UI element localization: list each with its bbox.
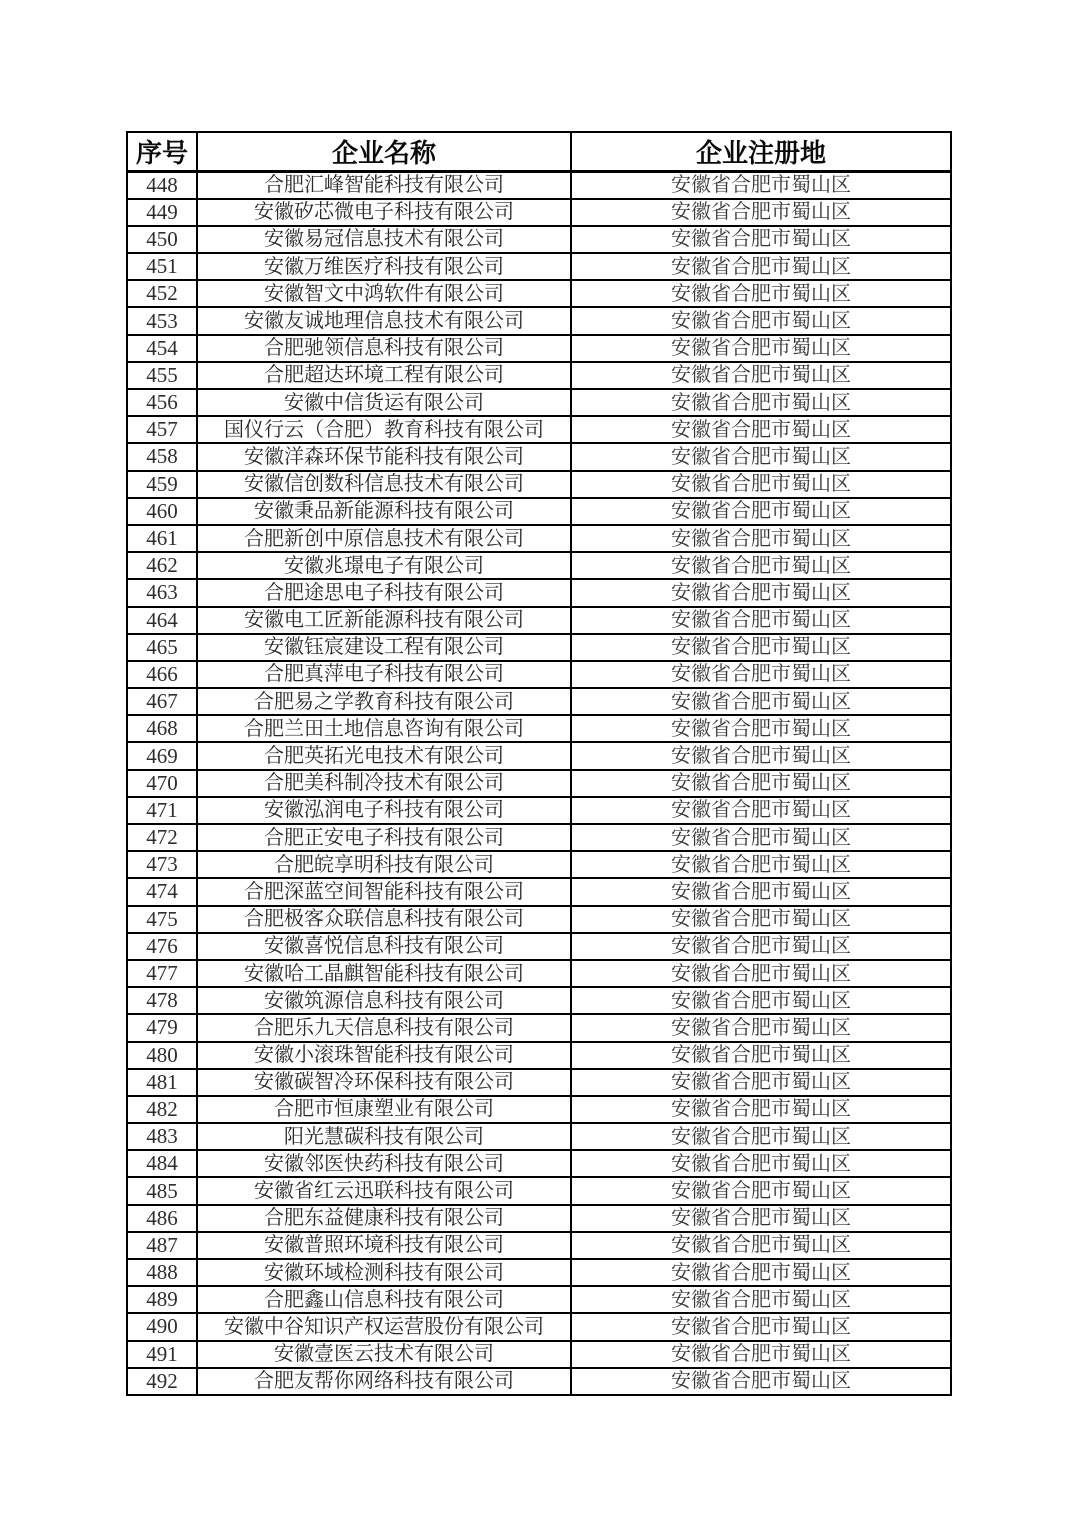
cell-serial-number: 455	[127, 362, 197, 389]
cell-serial-number: 471	[127, 797, 197, 824]
cell-company-name: 安徽智文中鸿软件有限公司	[197, 280, 571, 307]
cell-serial-number: 464	[127, 607, 197, 634]
cell-registration-place: 安徽省合肥市蜀山区	[571, 253, 951, 280]
cell-company-name: 安徽哈工晶麒智能科技有限公司	[197, 960, 571, 987]
cell-serial-number: 450	[127, 226, 197, 253]
cell-company-name: 安徽易冠信息技术有限公司	[197, 226, 571, 253]
table-row	[127, 1368, 951, 1395]
cell-serial-number: 467	[127, 688, 197, 715]
cell-company-name: 安徽中信货运有限公司	[197, 389, 571, 416]
table-row	[127, 253, 951, 280]
cell-company-name: 安徽碳智冷环保科技有限公司	[197, 1069, 571, 1096]
table-row	[127, 525, 951, 552]
table-row	[127, 688, 951, 715]
table-row	[127, 471, 951, 498]
cell-company-name: 安徽钰宸建设工程有限公司	[197, 634, 571, 661]
table-row	[127, 307, 951, 334]
cell-registration-place: 安徽省合肥市蜀山区	[571, 661, 951, 688]
table-row	[127, 742, 951, 769]
cell-serial-number: 457	[127, 416, 197, 443]
column-header-company-name: 企业名称	[197, 132, 571, 172]
column-header-registration-place: 企业注册地	[571, 132, 951, 172]
cell-company-name: 合肥超达环境工程有限公司	[197, 362, 571, 389]
cell-registration-place: 安徽省合肥市蜀山区	[571, 1341, 951, 1368]
company-registry-table	[126, 131, 952, 1396]
table-row	[127, 824, 951, 851]
cell-registration-place: 安徽省合肥市蜀山区	[571, 607, 951, 634]
table-row	[127, 960, 951, 987]
cell-serial-number: 477	[127, 960, 197, 987]
cell-serial-number: 479	[127, 1014, 197, 1041]
cell-registration-place: 安徽省合肥市蜀山区	[571, 280, 951, 307]
cell-registration-place: 安徽省合肥市蜀山区	[571, 1042, 951, 1069]
cell-serial-number: 487	[127, 1232, 197, 1259]
cell-registration-place: 安徽省合肥市蜀山区	[571, 172, 951, 199]
cell-company-name: 安徽中谷知识产权运营股份有限公司	[197, 1313, 571, 1340]
cell-registration-place: 安徽省合肥市蜀山区	[571, 226, 951, 253]
cell-serial-number: 476	[127, 933, 197, 960]
cell-company-name: 安徽喜悦信息科技有限公司	[197, 933, 571, 960]
column-header-serial-number: 序号	[127, 132, 197, 172]
cell-serial-number: 470	[127, 770, 197, 797]
cell-registration-place: 安徽省合肥市蜀山区	[571, 1368, 951, 1395]
table-row	[127, 770, 951, 797]
cell-registration-place: 安徽省合肥市蜀山区	[571, 906, 951, 933]
table-row	[127, 607, 951, 634]
cell-registration-place: 安徽省合肥市蜀山区	[571, 688, 951, 715]
cell-registration-place: 安徽省合肥市蜀山区	[571, 443, 951, 470]
cell-serial-number: 489	[127, 1286, 197, 1313]
table-row	[127, 579, 951, 606]
cell-serial-number: 453	[127, 307, 197, 334]
cell-serial-number: 484	[127, 1150, 197, 1177]
table-row	[127, 443, 951, 470]
table-row	[127, 797, 951, 824]
cell-company-name: 合肥鑫山信息科技有限公司	[197, 1286, 571, 1313]
table-row	[127, 661, 951, 688]
cell-serial-number: 478	[127, 987, 197, 1014]
table-row	[127, 1150, 951, 1177]
cell-serial-number: 452	[127, 280, 197, 307]
cell-registration-place: 安徽省合肥市蜀山区	[571, 199, 951, 226]
table-header	[127, 132, 951, 172]
header-row	[127, 132, 951, 172]
cell-registration-place: 安徽省合肥市蜀山区	[571, 362, 951, 389]
table-row	[127, 1014, 951, 1041]
cell-serial-number: 465	[127, 634, 197, 661]
table-row	[127, 199, 951, 226]
cell-company-name: 合肥汇峰智能科技有限公司	[197, 172, 571, 199]
cell-registration-place: 安徽省合肥市蜀山区	[571, 1313, 951, 1340]
table-row	[127, 416, 951, 443]
cell-registration-place: 安徽省合肥市蜀山区	[571, 307, 951, 334]
cell-company-name: 合肥真萍电子科技有限公司	[197, 661, 571, 688]
cell-company-name: 合肥乐九天信息科技有限公司	[197, 1014, 571, 1041]
table-row	[127, 172, 951, 199]
cell-registration-place: 安徽省合肥市蜀山区	[571, 579, 951, 606]
cell-company-name: 合肥兰田土地信息咨询有限公司	[197, 715, 571, 742]
cell-company-name: 合肥深蓝空间智能科技有限公司	[197, 878, 571, 905]
cell-registration-place: 安徽省合肥市蜀山区	[571, 471, 951, 498]
table-row	[127, 1313, 951, 1340]
table-row	[127, 1096, 951, 1123]
cell-serial-number: 460	[127, 498, 197, 525]
table-row	[127, 1232, 951, 1259]
cell-serial-number: 463	[127, 579, 197, 606]
table-row	[127, 634, 951, 661]
cell-registration-place: 安徽省合肥市蜀山区	[571, 389, 951, 416]
cell-company-name: 安徽普照环境科技有限公司	[197, 1232, 571, 1259]
cell-company-name: 合肥东益健康科技有限公司	[197, 1205, 571, 1232]
cell-company-name: 合肥正安电子科技有限公司	[197, 824, 571, 851]
table-row	[127, 362, 951, 389]
cell-serial-number: 461	[127, 525, 197, 552]
cell-registration-place: 安徽省合肥市蜀山区	[571, 797, 951, 824]
cell-company-name: 合肥新创中原信息技术有限公司	[197, 525, 571, 552]
cell-company-name: 安徽环域检测科技有限公司	[197, 1259, 571, 1286]
table-row	[127, 280, 951, 307]
cell-registration-place: 安徽省合肥市蜀山区	[571, 552, 951, 579]
cell-company-name: 安徽矽芯微电子科技有限公司	[197, 199, 571, 226]
cell-company-name: 国仪行云（合肥）教育科技有限公司	[197, 416, 571, 443]
cell-registration-place: 安徽省合肥市蜀山区	[571, 1123, 951, 1150]
table-row	[127, 1286, 951, 1313]
cell-company-name: 安徽泓润电子科技有限公司	[197, 797, 571, 824]
cell-registration-place: 安徽省合肥市蜀山区	[571, 1177, 951, 1204]
cell-serial-number: 490	[127, 1313, 197, 1340]
cell-company-name: 合肥英拓光电技术有限公司	[197, 742, 571, 769]
table-row	[127, 1069, 951, 1096]
cell-registration-place: 安徽省合肥市蜀山区	[571, 960, 951, 987]
table-row	[127, 1205, 951, 1232]
cell-registration-place: 安徽省合肥市蜀山区	[571, 742, 951, 769]
cell-registration-place: 安徽省合肥市蜀山区	[571, 1286, 951, 1313]
cell-company-name: 安徽秉品新能源科技有限公司	[197, 498, 571, 525]
cell-registration-place: 安徽省合肥市蜀山区	[571, 335, 951, 362]
cell-serial-number: 472	[127, 824, 197, 851]
cell-company-name: 合肥途思电子科技有限公司	[197, 579, 571, 606]
cell-serial-number: 480	[127, 1042, 197, 1069]
cell-company-name: 安徽洋森环保节能科技有限公司	[197, 443, 571, 470]
cell-company-name: 安徽小滚珠智能科技有限公司	[197, 1042, 571, 1069]
table-row	[127, 1341, 951, 1368]
table-row	[127, 552, 951, 579]
cell-serial-number: 466	[127, 661, 197, 688]
cell-company-name: 安徽壹医云技术有限公司	[197, 1341, 571, 1368]
cell-company-name: 安徽省红云迅联科技有限公司	[197, 1177, 571, 1204]
table-row	[127, 1123, 951, 1150]
cell-serial-number: 468	[127, 715, 197, 742]
cell-serial-number: 481	[127, 1069, 197, 1096]
cell-company-name: 合肥美科制冷技术有限公司	[197, 770, 571, 797]
cell-registration-place: 安徽省合肥市蜀山区	[571, 1259, 951, 1286]
cell-serial-number: 492	[127, 1368, 197, 1395]
cell-registration-place: 安徽省合肥市蜀山区	[571, 1205, 951, 1232]
cell-registration-place: 安徽省合肥市蜀山区	[571, 525, 951, 552]
cell-serial-number: 451	[127, 253, 197, 280]
cell-company-name: 合肥友帮你网络科技有限公司	[197, 1368, 571, 1395]
cell-registration-place: 安徽省合肥市蜀山区	[571, 824, 951, 851]
cell-serial-number: 474	[127, 878, 197, 905]
table-row	[127, 1259, 951, 1286]
cell-serial-number: 449	[127, 199, 197, 226]
table-row	[127, 715, 951, 742]
cell-serial-number: 469	[127, 742, 197, 769]
cell-serial-number: 454	[127, 335, 197, 362]
cell-registration-place: 安徽省合肥市蜀山区	[571, 416, 951, 443]
table-row	[127, 933, 951, 960]
cell-serial-number: 475	[127, 906, 197, 933]
cell-registration-place: 安徽省合肥市蜀山区	[571, 878, 951, 905]
table-row	[127, 498, 951, 525]
table-row	[127, 1177, 951, 1204]
cell-registration-place: 安徽省合肥市蜀山区	[571, 1096, 951, 1123]
cell-serial-number: 458	[127, 443, 197, 470]
cell-serial-number: 462	[127, 552, 197, 579]
cell-serial-number: 488	[127, 1259, 197, 1286]
cell-serial-number: 456	[127, 389, 197, 416]
cell-serial-number: 491	[127, 1341, 197, 1368]
cell-company-name: 安徽兆璟电子有限公司	[197, 552, 571, 579]
cell-serial-number: 485	[127, 1177, 197, 1204]
cell-registration-place: 安徽省合肥市蜀山区	[571, 987, 951, 1014]
table-row	[127, 987, 951, 1014]
table-row	[127, 1042, 951, 1069]
cell-registration-place: 安徽省合肥市蜀山区	[571, 1014, 951, 1041]
cell-serial-number: 473	[127, 851, 197, 878]
cell-registration-place: 安徽省合肥市蜀山区	[571, 498, 951, 525]
cell-company-name: 合肥皖享明科技有限公司	[197, 851, 571, 878]
cell-registration-place: 安徽省合肥市蜀山区	[571, 1069, 951, 1096]
cell-registration-place: 安徽省合肥市蜀山区	[571, 715, 951, 742]
cell-company-name: 安徽信创数科信息技术有限公司	[197, 471, 571, 498]
table-row	[127, 851, 951, 878]
cell-company-name: 安徽筑源信息科技有限公司	[197, 987, 571, 1014]
cell-registration-place: 安徽省合肥市蜀山区	[571, 851, 951, 878]
cell-serial-number: 448	[127, 172, 197, 199]
cell-registration-place: 安徽省合肥市蜀山区	[571, 770, 951, 797]
table-row	[127, 389, 951, 416]
cell-registration-place: 安徽省合肥市蜀山区	[571, 634, 951, 661]
cell-company-name: 合肥驰领信息科技有限公司	[197, 335, 571, 362]
cell-company-name: 安徽电工匠新能源科技有限公司	[197, 607, 571, 634]
table-row	[127, 335, 951, 362]
cell-serial-number: 486	[127, 1205, 197, 1232]
table-row	[127, 878, 951, 905]
table-row	[127, 226, 951, 253]
cell-company-name: 安徽邻医快药科技有限公司	[197, 1150, 571, 1177]
cell-company-name: 合肥极客众联信息科技有限公司	[197, 906, 571, 933]
cell-company-name: 安徽友诚地理信息技术有限公司	[197, 307, 571, 334]
cell-serial-number: 483	[127, 1123, 197, 1150]
cell-registration-place: 安徽省合肥市蜀山区	[571, 1232, 951, 1259]
cell-registration-place: 安徽省合肥市蜀山区	[571, 1150, 951, 1177]
cell-company-name: 合肥市恒康塑业有限公司	[197, 1096, 571, 1123]
table-row	[127, 906, 951, 933]
cell-company-name: 合肥易之学教育科技有限公司	[197, 688, 571, 715]
cell-serial-number: 482	[127, 1096, 197, 1123]
cell-serial-number: 459	[127, 471, 197, 498]
table-body	[127, 172, 951, 1395]
cell-company-name: 安徽万维医疗科技有限公司	[197, 253, 571, 280]
cell-registration-place: 安徽省合肥市蜀山区	[571, 933, 951, 960]
cell-company-name: 阳光慧碳科技有限公司	[197, 1123, 571, 1150]
